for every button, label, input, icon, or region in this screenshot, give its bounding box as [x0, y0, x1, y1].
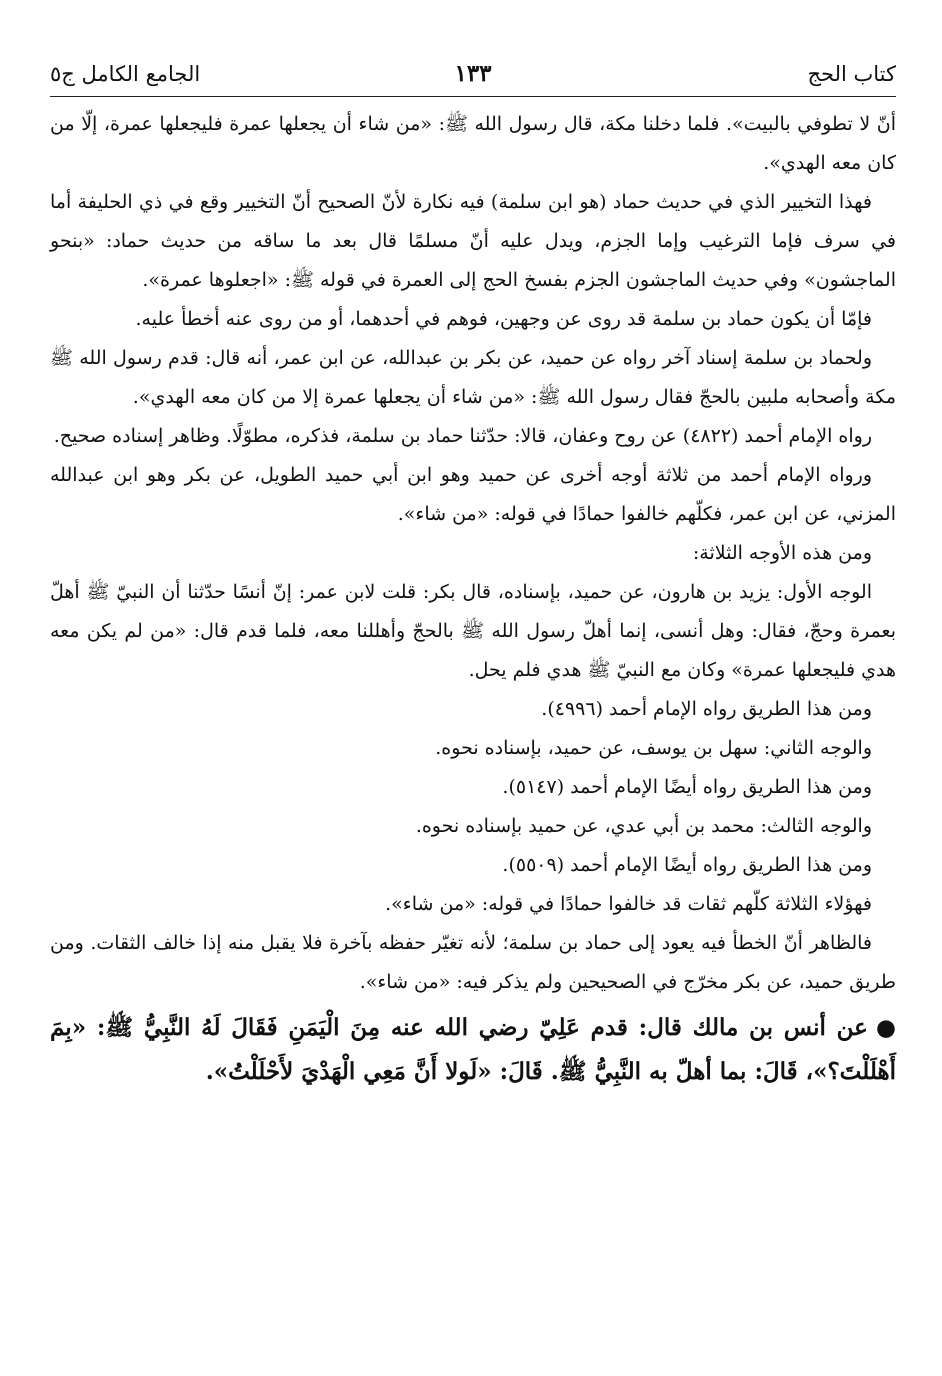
- bullet-icon: ●: [875, 1014, 896, 1041]
- page-body: [50, 105, 896, 1094]
- paragraph: ومن هذه الأوجه الثلاثة:: [692, 542, 872, 564]
- paragraph: ومن هذا الطريق رواه أيضًا الإمام أحمد (٥٥٠٩).: [502, 854, 872, 876]
- page-header: [50, 56, 896, 97]
- page-number: ١٣٣: [454, 60, 492, 87]
- paragraph: فهؤلاء الثلاثة كلّهم ثقات قد خالفوا حمادًا في قوله: «من شاء».: [385, 893, 872, 915]
- paragraph: رواه الإمام أحمد (٤٨٢٢) عن روح وعفان، قالا: حدّثنا حماد بن سلمة، فذكره، مطوّلًا. وظاهر إسناده صحيح.: [53, 425, 872, 447]
- series-title: الجامع الكامل ج٥: [50, 62, 201, 86]
- paragraph: أنّ لا تطوفي بالبيت». فلما دخلنا مكة، قال رسول الله ﷺ: «من شاء أن يجعلها عمرة فليجعلها عمرة، إلّا من كان معه الهدي».: [50, 113, 896, 174]
- book-title: كتاب الحج: [807, 62, 896, 86]
- hadith-paragraph: [50, 1006, 896, 1094]
- paragraph: ومن هذا الطريق رواه أيضًا الإمام أحمد (٥١٤٧).: [502, 776, 872, 798]
- paragraph: الوجه الأول: يزيد بن هارون، عن حميد، بإسناده، قال بكر: قلت لابن عمر: إنّ أنسًا حدّثنا أن النبيّ ﷺ أهلّ بعمرة وحجّ، فقال: وهل أنسى، إنما أهلّ رسول الله ﷺ بالحجّ وأهللنا معه، فلما قدم قال: «من لم يكن معه هدي فليجعلها عمرة» وكان مع النبيّ ﷺ هدي فلم يحل.: [50, 581, 896, 681]
- paragraph: فهذا التخيير الذي في حديث حماد (هو ابن سلمة) فيه نكارة لأنّ الصحيح أنّ التخيير وقع في ذي الحليفة أما في سرف فإما الترغيب وإما الجزم، ويدل عليه أنّ مسلمًا قال بعد ما ساقه من حديث حماد: «بنحو الماجشون» وفي حديث الماجشون الجزم بفسخ الحج إلى العمرة في قوله ﷺ: «اجعلوها عمرة».: [50, 191, 896, 291]
- paragraph: فالظاهر أنّ الخطأ فيه يعود إلى حماد بن سلمة؛ لأنه تغيّر حفظه بآخرة فلا يقبل منه إذا خالف الثقات. ومن طريق حميد، عن بكر مخرّج في الصحيحين ولم يذكر فيه: «من شاء».: [50, 932, 896, 993]
- paragraph: ورواه الإمام أحمد من ثلاثة أوجه أخرى عن حميد وهو ابن أبي حميد الطويل، عن بكر وهو ابن عبدالله المزني، عن ابن عمر، فكلّهم خالفوا حمادًا في قوله: «من شاء».: [50, 464, 896, 525]
- paragraph: فإمّا أن يكون حماد بن سلمة قد روى عن وجهين، فوهم في أحدهما، أو من روى عنه أخطأ عليه.: [135, 308, 872, 330]
- paragraph: ومن هذا الطريق رواه الإمام أحمد (٤٩٩٦).: [541, 698, 872, 720]
- paragraph: ولحماد بن سلمة إسناد آخر رواه عن حميد، عن بكر بن عبدالله، عن ابن عمر، أنه قال: قدم رسول الله ﷺ مكة وأصحابه ملبين بالحجّ فقال رسول الله ﷺ: «من شاء أن يجعلها عمرة إلا من كان معه الهدي».: [50, 347, 896, 408]
- paragraph: والوجه الثاني: سهل بن يوسف، عن حميد، بإسناده نحوه.: [435, 737, 872, 759]
- book-page: [50, 56, 896, 1094]
- hadith-text: عن أنس بن مالك قال: قدم عَلِيّ رضي الله عنه مِنَ الْيَمَنِ فَقَالَ لَهُ النَّبِيُّ ﷺ: «بِمَ أَهْلَلْتَ؟»، قَالَ: بما أهلّ به النَّبِيُّ ﷺ. قَالَ: «لَولا أَنَّ مَعِي الْهَدْيَ لأَحْلَلْتُ».: [50, 1014, 896, 1085]
- paragraph: والوجه الثالث: محمد بن أبي عدي، عن حميد بإسناده نحوه.: [415, 815, 872, 837]
